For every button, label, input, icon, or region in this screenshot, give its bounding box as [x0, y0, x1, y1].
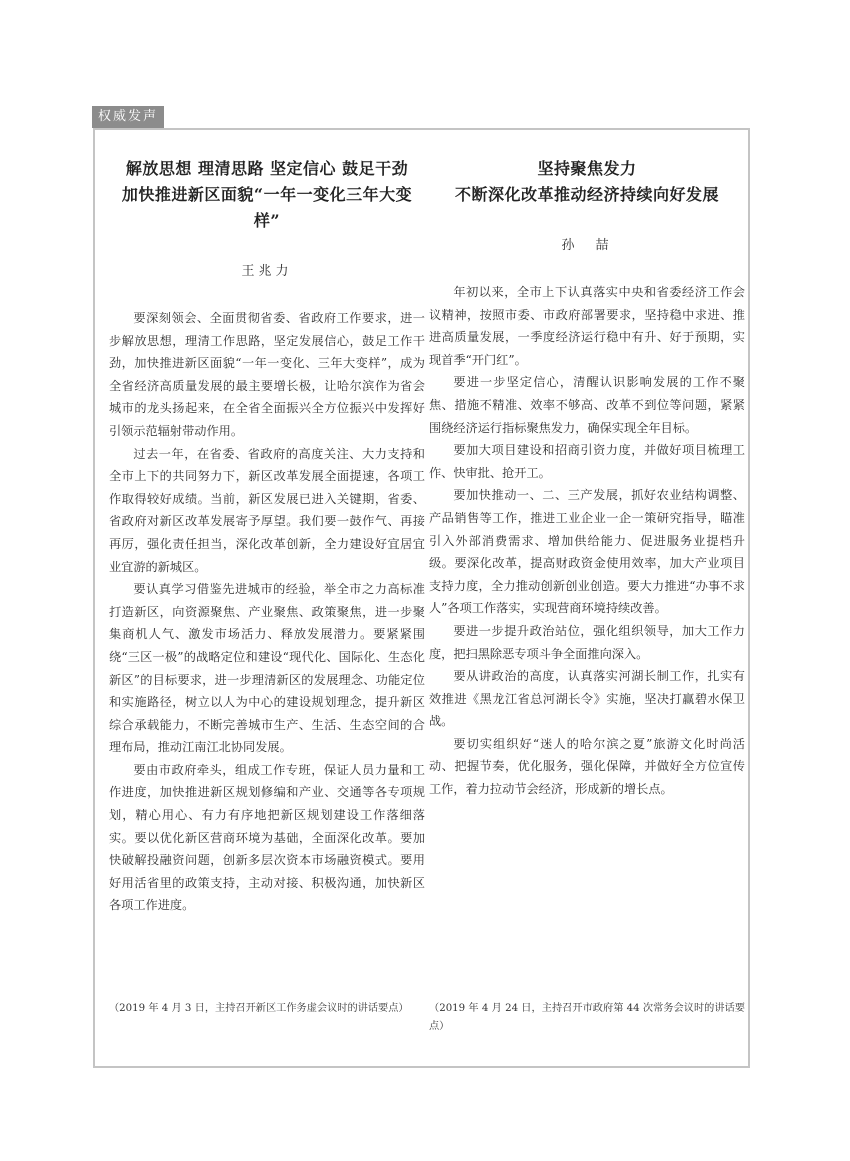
- paragraph: 要从讲政治的高度，认真落实河湖长制工作，扎实有效推进《黑龙江省总河湖长令》实施，坚决打赢碧水保卫战。: [429, 669, 745, 729]
- paragraph: 要加大项目建设和招商引资力度，并做好项目梳理工作、快审批、抢开工。: [429, 443, 745, 480]
- right-title-line-2: 不断深化改革推动经济持续向好发展: [454, 185, 719, 204]
- article-frame: [93, 128, 750, 1068]
- left-author: 王兆力: [241, 264, 293, 279]
- paragraph: 要由市政府牵头，组成工作专班，保证人员力量和工作进度，加快推进新区规划修编和产业、交通等各专项规划，精心用心、有力有序地把新区规划建设工作落细落实。要以优化新区营商环境为基础，全面深化改革。要加快破解投融资问题，创新多层次资本市场融资模式。要用好用活省里的政策支持，主动对接、积极沟通，加快新区各项工作进度。: [109, 762, 425, 913]
- left-article-title: [109, 156, 425, 234]
- paragraph: 要切实组织好“迷人的哈尔滨之夏”旅游文化时尚活动、把握节奏，优化服务，强化保障，并做好全方位宣传工作，着力拉动节会经济，形成新的增长点。: [429, 736, 745, 797]
- paragraph: 年初以来，全市上下认真落实中央和省委经济工作会议精神，按照市委、市政府部署要求，坚持稳中求进、推进高质量发展，一季度经济运行稳中有升、好于预期，实现首季“开门红”。: [429, 285, 745, 367]
- left-source-note: （2019 年 4 月 3 日，主持召开新区工作务虚会议时的讲话要点）: [109, 1003, 409, 1014]
- left-article: [109, 130, 425, 1066]
- right-article-body: [429, 281, 745, 801]
- left-title-line-1: 解放思想 理清思路 坚定信心 鼓足干劲: [125, 159, 409, 178]
- left-title-line-2: 加快推进新区面貌“一年一变化三年大变样”: [121, 185, 413, 230]
- right-article: [429, 130, 745, 1066]
- right-title-line-1: 坚持聚焦发力: [537, 159, 637, 178]
- paragraph: 要加快推动一、二、三产发展，抓好农业结构调整、产品销售等工作，推进工业企业一企一策研究指导，瞄准引入外部消费需求、增加供给能力、促进服务业提档升级。要深化改革，提高财政资金使用效率，加大产业项目支持力度，全力推动创新创业创造。要大力推进“办事不求人”各项工作落实，实现营商环境持续改善。: [429, 488, 745, 616]
- paragraph: 要进一步提升政治站位，强化组织领导，加大工作力度，把扫黑除恶专项斗争全面推向深入。: [429, 623, 745, 661]
- paragraph: 要进一步坚定信心，清醒认识影响发展的工作不聚焦、措施不精准、效率不够高、改革不到位等问题，紧紧围绕经济运行指标聚焦发力，确保实现全年目标。: [429, 375, 745, 435]
- right-source-note: （2019 年 4 月 24 日，主持召开市政府第 44 次常务会议时的讲话要点）: [429, 1003, 745, 1032]
- paragraph: 要认真学习借鉴先进城市的经验，举全市之力高标准打造新区，向资源聚焦、产业聚焦、政策聚焦，进一步聚集商机人气、激发市场活力、释放发展潜力。要紧紧围绕“三区一极”的战略定位和建设“现代化、国际化、生态化新区”的目标要求，进一步理清新区的发展理念、功能定位和实施路径，树立以人为中心的建设规划理念，提升新区综合承载能力，不断完善城市生产、生活、生态空间的合理布局，推动江南江北协同发展。: [109, 582, 425, 755]
- left-article-body: [109, 307, 425, 917]
- right-article-title: [429, 156, 745, 208]
- right-author: 孙 喆: [561, 238, 613, 253]
- paragraph: 要深刻领会、全面贯彻省委、省政府工作要求，进一步解放思想，理清工作思路，坚定发展信心，鼓足工作干劲，加快推进新区面貌“一年一变化、三年大变样”，成为全省经济高质量发展的最主要增长极，让哈尔滨作为省会城市的龙头扬起来，在全省全面振兴全方位振兴中发挥好引领示范辐射带动作用。: [109, 311, 425, 438]
- paragraph: 过去一年，在省委、省政府的高度关注、大力支持和全市上下的共同努力下，新区改革发展全面提速，各项工作取得较好成绩。当前，新区发展已进入关键期，省委、省政府对新区改革发展寄予厚望。我们要一鼓作气、再接再厉，强化责任担当，深化改革创新，全力建设好宜居宜业宜游的新城区。: [109, 446, 425, 574]
- section-label: 权威发声: [92, 106, 164, 128]
